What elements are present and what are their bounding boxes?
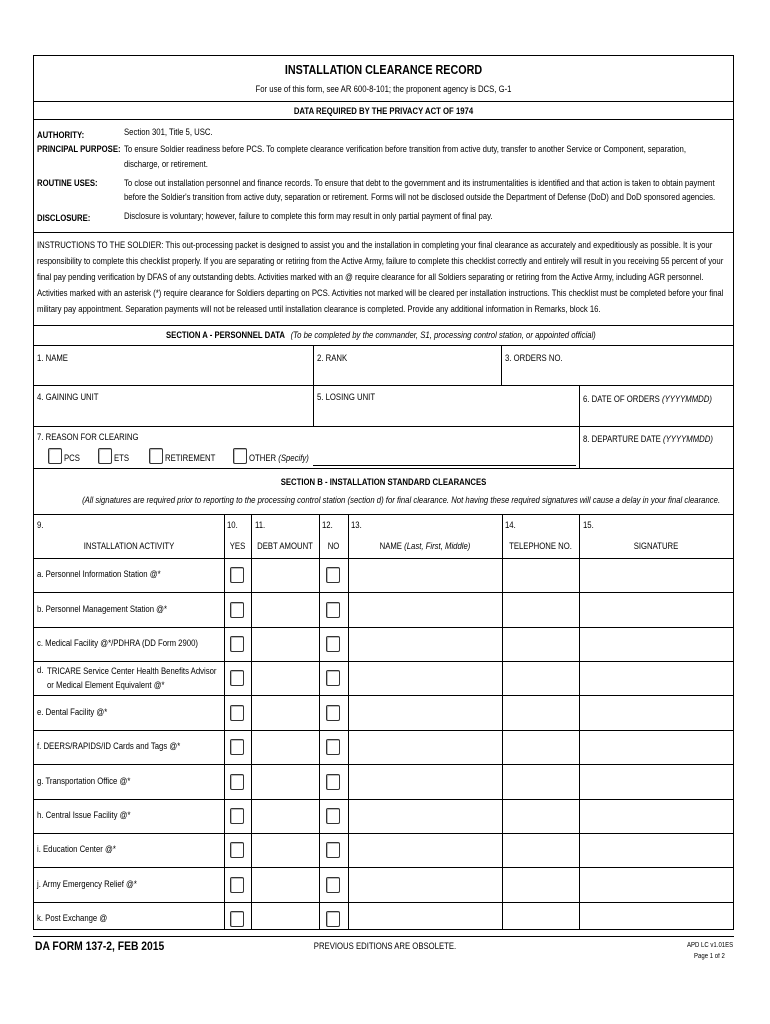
other-label (249, 453, 309, 463)
uses-text-2: before the Soldier's transition from active duty, separation or retirement. Forms will not be disclosed outside the Department of Defense (DoD) and DoD sponsored agencies. (124, 192, 716, 202)
table-row (34, 592, 733, 627)
form-title: INSTALLATION CLEARANCE RECORD (284, 63, 483, 77)
instructions-line-1: INSTRUCTIONS TO THE SOLDIER: This out-processing packet is designed to assist you and the installation in completing your final clearance as accurately and expeditiously as possible. It is your (37, 240, 713, 250)
name-label: 1. NAME (37, 353, 68, 363)
table-row (34, 558, 733, 592)
name-field[interactable] (349, 731, 502, 763)
section-b-title: SECTION B - INSTALLATION STANDARD CLEARANCES (280, 477, 487, 487)
telephone-field[interactable] (503, 593, 579, 626)
gaining-unit-field[interactable] (34, 404, 313, 424)
losing-unit-label: 5. LOSING UNIT (317, 392, 376, 402)
authority-text: Section 301, Title 5, USC. (124, 127, 213, 137)
form-id: DA FORM 137-2, FEB 2015 (35, 939, 165, 953)
other-label-text: OTHER (249, 453, 277, 463)
ets-checkbox[interactable] (98, 448, 112, 464)
table-row (34, 902, 733, 936)
col14-header: TELEPHONE NO. (509, 541, 572, 551)
form-subtitle: For use of this form, see AR 600-8-101; the proponent agency is DCS, G-1 (255, 84, 512, 94)
signature-field[interactable] (580, 593, 732, 626)
purpose-text-1: To ensure Soldier readiness before PCS. To complete clearance verification before transition from active duty, transfer to another Service or Component, separation, (124, 144, 687, 154)
disclosure-text: Disclosure is voluntary; however, failure to complete this form may result in only partial payment of final pay. (124, 211, 493, 221)
name-field[interactable] (349, 628, 502, 660)
yes-checkbox[interactable] (230, 911, 244, 927)
activity-label: c. Medical Facility @*/PDHRA (DD Form 2900) (37, 638, 198, 648)
privacy-header: DATA REQUIRED BY THE PRIVACY ACT OF 1974 (293, 106, 474, 116)
section-a-note: (To be completed by the commander, S1, processing control station, or appointed official) (290, 330, 596, 340)
debt-amount-field[interactable] (252, 662, 319, 694)
other-specify-note: (Specify) (278, 453, 309, 463)
activity-label: h. Central Issue Facility @* (37, 810, 131, 820)
page-number: Page 1 of 2 (694, 953, 725, 960)
telephone-field[interactable] (503, 868, 579, 901)
instructions-line-5: military pay appointment. Separation payments will not be released until installation clearance is completed. Provide any additional information in Remarks, block 16. (37, 304, 601, 314)
disclosure-label: DISCLOSURE: (37, 213, 91, 223)
pcs-label: PCS (64, 453, 80, 463)
debt-amount-field[interactable] (252, 800, 319, 832)
no-checkbox[interactable] (326, 705, 340, 721)
section-b-note: (All signatures are required prior to reporting to the processing control station (section d) for final clearance. Not having these required signatures will cause a delay in your final clearance. (82, 495, 721, 505)
debt-amount-field[interactable] (252, 765, 319, 798)
activity-label: k. Post Exchange @ (37, 913, 108, 923)
name-field[interactable] (349, 765, 502, 798)
no-checkbox[interactable] (326, 774, 340, 790)
activity-label: g. Transportation Office @* (37, 776, 131, 786)
table-row (34, 695, 733, 730)
name-field[interactable] (349, 868, 502, 901)
telephone-field[interactable] (503, 662, 579, 694)
activity-letter: d. (37, 665, 44, 675)
no-checkbox[interactable] (326, 739, 340, 755)
table-row (34, 661, 733, 695)
no-checkbox[interactable] (326, 842, 340, 858)
col14-num: 14. (505, 520, 516, 530)
col13-header-format: (Last, First, Middle) (404, 541, 471, 551)
debt-amount-field[interactable] (252, 559, 319, 591)
yes-checkbox[interactable] (230, 670, 244, 686)
yes-checkbox[interactable] (230, 636, 244, 652)
no-checkbox[interactable] (326, 602, 340, 618)
section-a-header (166, 330, 596, 340)
col13-num: 13. (351, 520, 362, 530)
activity-label: j. Army Emergency Relief @* (37, 879, 137, 889)
yes-checkbox[interactable] (230, 739, 244, 755)
col11-header: DEBT AMOUNT (257, 541, 313, 551)
debt-amount-field[interactable] (252, 593, 319, 626)
other-specify-field[interactable] (313, 452, 576, 466)
yes-checkbox[interactable] (230, 602, 244, 618)
purpose-text-2: discharge, or retirement. (124, 159, 208, 169)
name-field[interactable] (34, 365, 313, 387)
name-field[interactable] (349, 593, 502, 626)
debt-amount-field[interactable] (252, 696, 319, 729)
debt-amount-field[interactable] (252, 834, 319, 866)
other-checkbox[interactable] (233, 448, 247, 464)
yes-checkbox[interactable] (230, 808, 244, 824)
activity-label: f. DEERS/RAPIDS/ID Cards and Tags @* (37, 741, 181, 751)
name-field[interactable] (349, 696, 502, 729)
version-label: APD LC v1.01ES (687, 942, 734, 949)
signature-field[interactable] (580, 628, 732, 660)
departure-date-field[interactable] (580, 446, 733, 466)
activity-label: e. Dental Facility @* (37, 707, 108, 717)
name-field[interactable] (349, 834, 502, 866)
col10-header: YES (229, 541, 246, 551)
uses-text-1: To close out installation personnel and finance records. To ensure that debt to the government and its instrumentalities is identified and that action is taken to obtain payment (124, 178, 715, 188)
signature-field[interactable] (580, 696, 732, 729)
yes-checkbox[interactable] (230, 705, 244, 721)
pcs-checkbox[interactable] (48, 448, 62, 464)
orders-no-field[interactable] (502, 365, 733, 385)
table-row (34, 730, 733, 764)
signature-field[interactable] (580, 559, 732, 591)
col12-header: NO (327, 541, 340, 551)
rank-label: 2. RANK (317, 353, 348, 363)
col9-num: 9. (37, 520, 44, 530)
signature-field[interactable] (580, 765, 732, 798)
yes-checkbox[interactable] (230, 774, 244, 790)
activity-label: b. Personnel Management Station @* (37, 604, 168, 614)
telephone-field[interactable] (503, 903, 579, 935)
table-row (34, 799, 733, 833)
activity-label: a. Personnel Information Station @* (37, 569, 161, 579)
activity-label: TRICARE Service Center Health Benefits Advisor (47, 666, 217, 676)
col13-header (359, 541, 491, 551)
instructions-line-4: Activities marked with an asterisk (*) require clearance for Soldiers departing on PCS. Activities not marked will be cleared per installation instructions. This checklist must be completed before your final (37, 288, 724, 298)
telephone-field[interactable] (503, 834, 579, 866)
no-checkbox[interactable] (326, 911, 340, 927)
col11-num: 11. (255, 520, 266, 530)
telephone-field[interactable] (503, 731, 579, 763)
losing-unit-field[interactable] (314, 404, 579, 424)
name-field[interactable] (349, 800, 502, 832)
debt-amount-field[interactable] (252, 628, 319, 660)
no-checkbox[interactable] (326, 808, 340, 824)
instructions-line-2: responsibility to complete this checklist properly. If you are separating or retiring from the Active Army, failure to complete this checklist correctly and entirely will result in you receiving 55 percent of your (37, 256, 724, 266)
col15-header: SIGNATURE (633, 541, 679, 551)
purpose-label: PRINCIPAL PURPOSE: (37, 144, 121, 154)
ets-label: ETS (114, 453, 130, 463)
telephone-field[interactable] (503, 765, 579, 798)
rank-field[interactable] (314, 365, 500, 385)
section-a-title: SECTION A - PERSONNEL DATA (166, 330, 285, 340)
signature-field[interactable] (580, 731, 732, 763)
obsolete-notice: PREVIOUS EDITIONS ARE OBSOLETE. (313, 941, 457, 951)
retirement-label: RETIREMENT (165, 453, 216, 463)
table-row (34, 764, 733, 799)
reason-label: 7. REASON FOR CLEARING (37, 432, 139, 442)
col10-num: 10. (227, 520, 238, 530)
departure-date-label (583, 434, 713, 444)
name-field[interactable] (349, 559, 502, 591)
retirement-checkbox[interactable] (149, 448, 163, 464)
name-field[interactable] (349, 903, 502, 935)
gaining-unit-label: 4. GAINING UNIT (37, 392, 99, 402)
col13-header-text: NAME (379, 541, 402, 551)
telephone-field[interactable] (503, 559, 579, 591)
col15-num: 15. (583, 520, 594, 530)
table-row (34, 627, 733, 661)
yes-checkbox[interactable] (230, 877, 244, 893)
signature-field[interactable] (580, 662, 732, 694)
telephone-field[interactable] (503, 696, 579, 729)
debt-amount-field[interactable] (252, 903, 319, 935)
debt-amount-field[interactable] (252, 731, 319, 763)
col12-num: 12. (322, 520, 333, 530)
activity-label-line-2: or Medical Element Equivalent @* (47, 680, 165, 690)
orders-date-label-text: 6. DATE OF ORDERS (583, 394, 660, 404)
debt-amount-field[interactable] (252, 868, 319, 901)
orders-date-label (583, 394, 712, 404)
table-row (34, 867, 733, 902)
signature-field[interactable] (580, 800, 732, 832)
telephone-field[interactable] (503, 628, 579, 660)
telephone-field[interactable] (503, 800, 579, 832)
authority-label: AUTHORITY: (37, 130, 85, 140)
signature-field[interactable] (580, 868, 732, 901)
signature-field[interactable] (580, 834, 732, 866)
departure-date-format: (YYYYMMDD) (663, 434, 713, 444)
col9-header: INSTALLATION ACTIVITY (83, 541, 175, 551)
orders-date-field[interactable] (580, 406, 733, 424)
no-checkbox[interactable] (326, 670, 340, 686)
instructions-line-3: final pay pending verification by DFAS of any outstanding debts. Activities marked with an @ require clearance for all Soldiers separating or retiring from the Active Army, including AGR personnel. (37, 272, 704, 282)
yes-checkbox[interactable] (230, 842, 244, 858)
uses-label: ROUTINE USES: (37, 178, 98, 188)
yes-checkbox[interactable] (230, 567, 244, 583)
no-checkbox[interactable] (326, 567, 340, 583)
activity-label: i. Education Center @* (37, 844, 116, 854)
table-row (34, 833, 733, 867)
signature-field[interactable] (580, 903, 732, 935)
orders-date-format: (YYYYMMDD) (662, 394, 712, 404)
no-checkbox[interactable] (326, 636, 340, 652)
departure-date-label-text: 8. DEPARTURE DATE (583, 434, 661, 444)
name-field[interactable] (349, 662, 502, 694)
orders-no-label: 3. ORDERS NO. (505, 353, 563, 363)
no-checkbox[interactable] (326, 877, 340, 893)
